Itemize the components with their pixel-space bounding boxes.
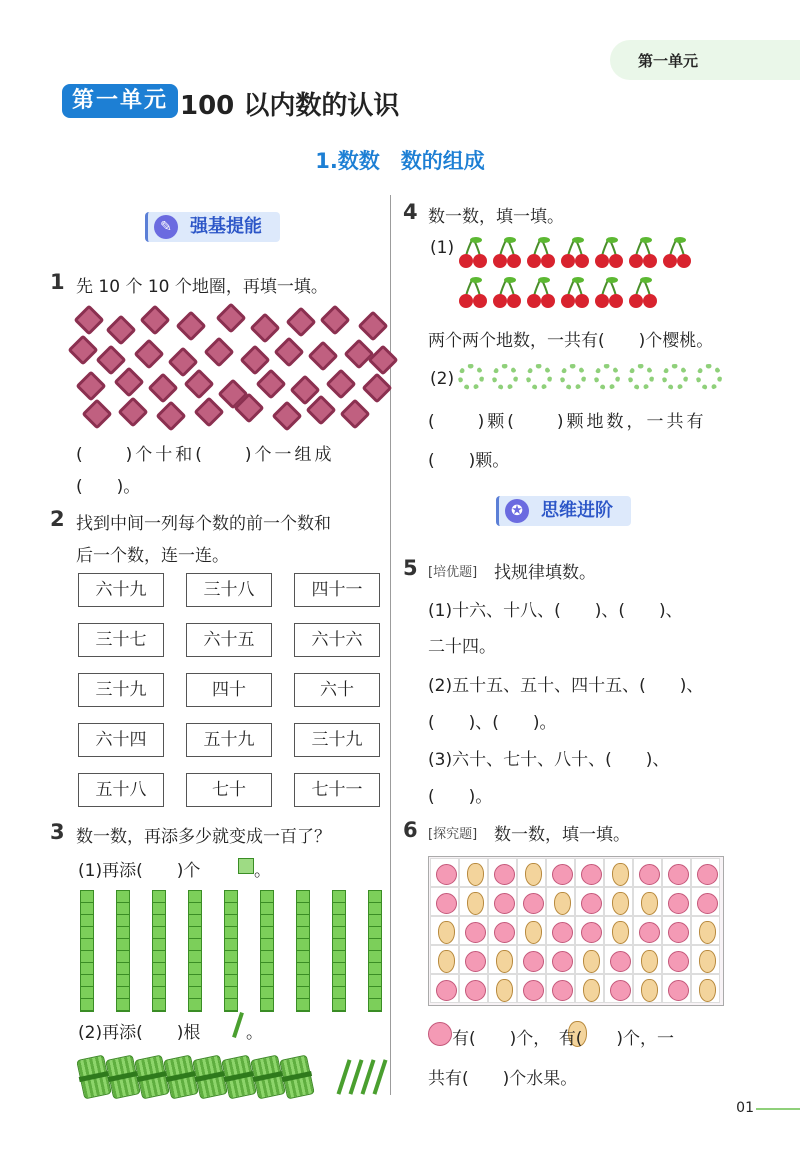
chinese-knot-icon [95,344,126,375]
q4-prompt: 数一数，填一填。 [428,207,564,227]
unit-corner-label: 第一单元 [638,52,699,70]
q1-prompt: 先 10 个 10 个地圈，再填一填。 [76,277,328,297]
fruit-cell [662,916,691,945]
fruit-cell [430,858,459,887]
chinese-knot-icon [155,400,186,431]
chinese-knot-icon [215,302,246,333]
q5-line5: (3)六十、七十、八十、( )、 [428,750,670,770]
fruit-cell [546,945,575,974]
apple-icon [465,922,486,943]
fruit-cell [430,945,459,974]
apple-icon [552,864,573,885]
chinese-knot-icon [367,344,398,375]
pear-icon [641,950,658,973]
rods-picture [80,890,380,1015]
cherry-icon [594,236,624,270]
column-divider [390,195,391,1095]
fruit-cell [604,974,633,1003]
q4-sub2-label: (2) [430,369,455,389]
fruit-cell [633,858,662,887]
fruit-cell [488,974,517,1003]
chinese-knot-icon [81,398,112,429]
pear-icon [438,950,455,973]
apple-icon [581,864,602,885]
ten-rod-icon [224,890,238,1012]
ten-rod-icon [116,890,130,1012]
fruit-cell [575,974,604,1003]
bead-ring-icon [662,364,688,390]
chinese-knot-icon [113,366,144,397]
ten-rod-icon [80,890,94,1012]
pear-icon [496,950,513,973]
fruit-cell [633,887,662,916]
q2-number: 2 [50,507,65,531]
fruit-cell [517,916,546,945]
ten-rod-icon [368,890,382,1012]
fruit-cell [459,887,488,916]
q3-number: 3 [50,820,65,844]
fruit-cell [459,858,488,887]
pear-icon [699,950,716,973]
bead-ring-icon [594,364,620,390]
ten-rod-icon [260,890,274,1012]
chinese-knot-icon [117,396,148,427]
chinese-knot-icon [133,338,164,369]
q3-sub1: (1)再添( )个 [78,861,201,881]
fruit-cell [517,974,546,1003]
unit-badge: 第一单元 [62,84,178,118]
chinese-knot-icon [339,398,370,429]
fruit-cell [691,945,720,974]
fruit-cell [459,974,488,1003]
apple-icon [697,864,718,885]
apple-icon [610,980,631,1001]
cherry-icon [492,236,522,270]
apple-icon [581,922,602,943]
q6-prompt: 数一数，填一填。 [494,825,630,845]
section-basic [145,212,280,242]
fruit-cell [604,916,633,945]
apple-icon [668,893,689,914]
pear-icon [612,921,629,944]
bead-ring-icon [628,364,654,390]
chinese-knot-icon [67,334,98,365]
apple-icon [494,893,515,914]
fruit-cell [662,974,691,1003]
chinese-knot-icon [285,306,316,337]
q5-line4: ( )、( )。 [428,713,557,733]
q5-line1: (1)十六、十八、( )、( )、 [428,601,683,621]
fruit-cell [633,974,662,1003]
chinese-knot-icon [105,314,136,345]
pear-icon [583,979,600,1002]
q3-sub2-end: 。 [246,1023,263,1043]
bead-ring-icon [696,364,722,390]
chinese-knot-icon [249,312,280,343]
cherry-icon [458,236,488,270]
apple-icon [668,864,689,885]
chinese-knot-icon [319,304,350,335]
pear-icon [583,950,600,973]
cherry-icon [560,276,590,310]
fruit-cell [517,887,546,916]
q4-sub2-line1: ( )颗( )颗地数，一共有 [428,412,707,432]
q5-line6: ( )。 [428,787,493,807]
chinese-knot-icon [239,344,270,375]
number-box[interactable]: 五十九 [186,723,272,757]
q5-prompt: 找规律填数。 [494,563,596,583]
pear-icon [699,921,716,944]
number-box[interactable]: 六十四 [78,723,164,757]
q6-tag: [探究题] [428,827,478,842]
pear-icon [525,863,542,886]
apple-icon [436,864,457,885]
pear-icon [467,892,484,915]
q3-sub2: (2)再添( )根 [78,1023,201,1043]
fruit-cell [604,887,633,916]
cherry-icon [526,276,556,310]
bead-ring-icon [560,364,586,390]
apple-icon [610,951,631,972]
q5-line3: (2)五十五、五十、四十五、( )、 [428,676,704,696]
number-box[interactable]: 三十九 [78,673,164,707]
apple-icon [552,922,573,943]
section-advanced [496,496,631,526]
fruit-cell [604,858,633,887]
number-box[interactable]: 六十 [294,673,380,707]
chinese-knot-icon [271,400,302,431]
ten-rod-icon [188,890,202,1012]
fruit-cell [633,916,662,945]
chinese-knot-icon [175,310,206,341]
fruit-cell [691,916,720,945]
chinese-knot-icon [203,336,234,367]
pear-icon [467,863,484,886]
chinese-knot-icon [325,368,356,399]
chinese-knot-icon [73,304,104,335]
medal-icon: ✪ [505,499,529,523]
cherry-icon [628,276,658,310]
apple-icon [494,922,515,943]
fruit-cell [517,945,546,974]
apple-icon [523,951,544,972]
section-advanced-label: 思维进阶 [541,500,613,521]
chinese-knot-icon [273,336,304,367]
apple-icon [465,980,486,1001]
q4-sub2-line2: ( )颗。 [428,451,510,471]
ten-rod-icon [296,890,310,1012]
pear-icon [699,979,716,1002]
q5-number: 5 [403,556,418,580]
number-box[interactable]: 五十八 [78,773,164,807]
q1-number: 1 [50,270,65,294]
pear-icon [525,921,542,944]
pear-icon [554,892,571,915]
fruit-cell [575,916,604,945]
fruit-cell [662,887,691,916]
bead-ring-icon [492,364,518,390]
knot-picture [72,305,387,425]
apple-icon [668,980,689,1001]
q1-line1: ( )个十和( )个一组成 [76,445,335,465]
fruit-cell [662,945,691,974]
fruit-cell [488,945,517,974]
fruit-grid [428,856,724,1006]
fruit-cell [430,887,459,916]
cherry-icon [492,276,522,310]
chinese-knot-icon [307,340,338,371]
ten-rod-icon [152,890,166,1012]
q6-line1: 有( )个， 有( )个，一 [452,1029,675,1049]
chinese-knot-icon [255,368,286,399]
q4-sub1-label: (1) [430,238,455,258]
apple-icon [523,980,544,1001]
pear-icon [438,921,455,944]
apple-icon [436,893,457,914]
bead-ring-icon [458,364,484,390]
apple-icon [552,951,573,972]
number-box[interactable]: 六十六 [294,623,380,657]
number-box[interactable]: 六十五 [186,623,272,657]
ten-rod-icon [332,890,346,1012]
fruit-cell [546,974,575,1003]
apple-icon [668,922,689,943]
pear-icon [612,892,629,915]
single-stick-icon [373,1059,388,1094]
apple-icon [428,1022,452,1046]
fruit-cell [691,974,720,1003]
q6-number: 6 [403,818,418,842]
cherry-icon [560,236,590,270]
apple-icon [581,893,602,914]
fruit-cell [546,887,575,916]
chinese-knot-icon [361,372,392,403]
fruit-cell [575,945,604,974]
q2-prompt-2: 后一个数，连一连。 [76,546,229,566]
chinese-knot-icon [75,370,106,401]
pencil-icon: ✎ [154,215,178,239]
cherry-icon [458,276,488,310]
fruit-cell [633,945,662,974]
q3-prompt: 数一数，再添多少就变成一百了？ [76,827,331,847]
chinese-knot-icon [147,372,178,403]
fruit-cell [517,858,546,887]
q2-prompt-1: 找到中间一列每个数的前一个数和 [76,514,331,534]
number-box[interactable]: 六十九 [78,573,164,607]
apple-icon [436,980,457,1001]
q4-sub1-text: 两个两个地数，一共有( )个樱桃。 [428,331,714,351]
chinese-knot-icon [343,338,374,369]
apple-icon [697,893,718,914]
fruit-cell [546,858,575,887]
page-accent-line [756,1108,800,1110]
fruit-cell [575,858,604,887]
q5-tag: [培优题] [428,565,478,580]
fruit-cell [459,916,488,945]
apple-icon [639,922,660,943]
number-box[interactable]: 三十八 [186,573,272,607]
page-number: 01 [736,1100,754,1116]
cherry-icon [628,236,658,270]
chinese-knot-icon [357,310,388,341]
cherry-icon [526,236,556,270]
unit-corner-tab [610,40,800,80]
chinese-knot-icon [139,304,170,335]
apple-icon [465,951,486,972]
q4-number: 4 [403,200,418,224]
cherries-picture [458,236,698,312]
cherry-icon [594,276,624,310]
apple-icon [552,980,573,1001]
fruit-cell [575,887,604,916]
number-box[interactable]: 三十九 [294,723,380,757]
number-box[interactable]: 四十 [186,673,272,707]
pear-icon [641,979,658,1002]
fruit-cell [662,858,691,887]
fruit-cell [691,887,720,916]
q5-line2: 二十四。 [428,637,496,657]
beads-picture [458,362,728,392]
fruit-cell [691,858,720,887]
number-box[interactable]: 三十七 [78,623,164,657]
pear-icon [496,979,513,1002]
pear-icon [641,892,658,915]
q6-line2: 共有( )个水果。 [428,1069,578,1089]
apple-icon [639,864,660,885]
chinese-knot-icon [193,396,224,427]
number-box[interactable]: 七十 [186,773,272,807]
fruit-cell [430,916,459,945]
bead-ring-icon [526,364,552,390]
unit-cube-icon [238,858,254,874]
fruit-cell [459,945,488,974]
apple-icon [494,864,515,885]
bundles-picture [80,1055,390,1100]
fruit-cell [430,974,459,1003]
stick-icon [232,1012,244,1038]
chinese-knot-icon [183,368,214,399]
apple-icon [523,893,544,914]
fruit-cell [488,916,517,945]
cherry-icon [662,236,692,270]
fruit-cell [488,858,517,887]
unit-title: 100 以内数的认识 [180,91,400,121]
apple-icon [668,951,689,972]
q3-sub1-end: 。 [254,861,271,881]
fruit-cell [546,916,575,945]
lesson-title: 1.数数 数的组成 [315,149,485,173]
section-basic-label: 强基提能 [190,216,262,237]
pear-icon [612,863,629,886]
fruit-cell [604,945,633,974]
fruit-cell [488,887,517,916]
number-box[interactable]: 四十一 [294,573,380,607]
q1-line2: ( )。 [76,477,141,497]
number-box[interactable]: 七十一 [294,773,380,807]
